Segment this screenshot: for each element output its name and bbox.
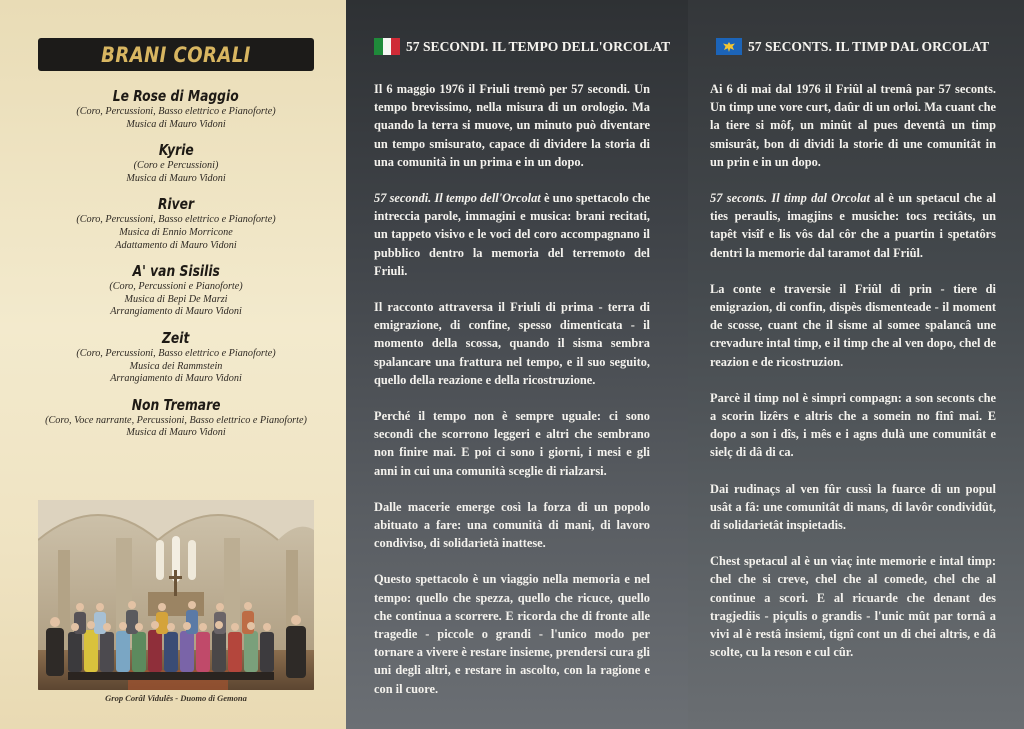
friulian-paragraph: La conte e traversie il Friûl di prin - tiere di emigrazion, di confin, dispès dismenteade - il moment de scosse, cuant che il sisme al somee spalancâ une crevadure intal timp, e il timp che al ven dopo, chel de reazion e de ricostruzion. xyxy=(710,281,996,369)
song-item xyxy=(30,328,322,386)
song-title: Zeit xyxy=(162,328,190,347)
song-title: River xyxy=(157,195,195,214)
italian-paragraph-rest: è uno spettacolo che intreccia parole, immagini e musica: brani recitati, un tappeto visivo e le voci del coro accompagnano il pubblico dentro la memoria del terremoto del Friuli. xyxy=(374,191,650,278)
song-credit: Musica di Mauro Vidoni xyxy=(126,172,226,184)
song-instruments: (Coro, Percussioni, Basso elettrico e Pianoforte) xyxy=(76,347,276,359)
song-item xyxy=(30,194,322,252)
song-instruments: (Coro e Percussioni) xyxy=(133,160,219,172)
eagle-icon xyxy=(722,41,736,53)
song-list xyxy=(30,86,322,449)
photo-caption: Grop Corâl Vidulês - Duomo di Gemona xyxy=(105,693,247,703)
friulian-paragraph: Chest spetacul al è un viaç inte memorie e intal timp: chel che si creve, chel che al comede, chel che al continue a scori. E al ricuarde che denant des tragjediis - piçulis o grandis - l'unic mût par tornâ a vivi al è restâ insiemi, tignî cont un di chei altris, e dâ scolte, cu la reson e cul cûr. xyxy=(710,554,996,660)
song-credit: Musica dei Rammstein xyxy=(129,360,223,372)
banner-title: BRANI CORALI xyxy=(101,42,251,67)
song-credit: Musica di Bepi De Marzi xyxy=(124,293,228,305)
song-instruments: (Coro, Percussioni, Basso elettrico e Pianoforte) xyxy=(76,106,276,117)
italian-body xyxy=(374,80,650,716)
song-title: A' van Sisilis xyxy=(132,262,220,281)
left-panel xyxy=(0,0,346,729)
italian-heading xyxy=(374,38,670,55)
song-item xyxy=(30,140,322,185)
friulian-heading xyxy=(716,38,989,55)
italian-paragraph xyxy=(374,189,650,280)
friulian-flag-icon xyxy=(716,38,742,55)
italian-text-panel xyxy=(346,0,688,729)
italian-paragraph: Il 6 maggio 1976 il Friuli tremò per 57 secondi. Un tempo brevissimo, nella misura di un orologio. Ma quando la terra si muove, un minuto può diventare un tempo smisurato, capace di dividere la storia di una comunità in un prima e in un dopo. xyxy=(374,82,650,169)
friulian-body xyxy=(710,80,996,679)
italian-flag-icon xyxy=(374,38,400,55)
song-item xyxy=(30,261,322,319)
song-instruments: (Coro, Voce narrante, Percussioni, Basso elettrico e Pianoforte) xyxy=(45,414,307,426)
italian-paragraph: Questo spettacolo è un viaggio nella memoria e nel tempo: quello che spezza, quello che ricuce, quello che continua a scorrere. E ricorda che di fronte alle tragedie - piccole o grandi - l'unico modo per tornare a vivere è restare insieme, prendersi cura gli uni degli altri, e restare in ascolto, con la ragione e con il cuore. xyxy=(374,572,650,696)
friulian-show-title: 57 seconts. Il timp dal Orcolat xyxy=(710,191,870,206)
song-title: Kyrie xyxy=(158,141,194,160)
italian-paragraph: Perché il tempo non è sempre uguale: ci sono secondi che scorrono leggeri e altri che sembrano non finire mai. E poi ci sono i giorni, i mesi e gli anni in cui una comunità sceglie di rialzarsi. xyxy=(374,409,650,478)
friulian-paragraph: Parcè il timp nol è simpri compagn: a son seconts che a scorin lizêrs e altris che a somein no finî mai. E dopo a son i dîs, i mês e i agns dulà une comunitât e sielç di dâ di ca. xyxy=(710,390,996,460)
italian-paragraph: Il racconto attraversa il Friuli di prima - terra di emigrazione, di confine, spesso dimenticata - il momento della scossa, quando il sisma sembra spalancare una frattura nel tempo, e il suo seguito, quello della reazione e della ricostruzione. xyxy=(374,300,650,387)
song-item xyxy=(30,395,322,440)
friulian-title: 57 SECONTS. IL TIMP DAL ORCOLAT xyxy=(748,38,990,54)
song-credit: Musica di Mauro Vidoni xyxy=(126,427,226,439)
italian-show-title: 57 secondi. Il tempo dell'Orcolat xyxy=(374,191,541,206)
song-title: Non Tremare xyxy=(131,395,221,414)
song-instruments: (Coro, Percussioni, Basso elettrico e Pianoforte) xyxy=(76,214,276,226)
friulian-paragraph-rest: al è un spetacul che al ties peraulis, imagjins e musiche: tocs recitâts, un tapêt visîf e lis vôs dal côr che a puartin i spetatôrs dentri la memorie dal taramot dal Friûl. xyxy=(710,191,997,260)
friulian-paragraph: Ai 6 di mai dal 1976 il Friûl al tremâ par 57 seconts. Un timp une vore curt, daûr di un orloi. Ma cuant che la tiere si môf, un minût al pues deventâ un timp smisurât, bon di dividi la storie di une comunitât in un prin e in un dopo. xyxy=(710,82,996,169)
song-credit: Musica di Ennio Morricone xyxy=(119,226,233,238)
song-instruments: (Coro, Percussioni e Pianoforte) xyxy=(109,281,243,293)
friulian-paragraph: Dai rudinaçs al ven fûr cussì la fuarce di un popul usât a fâ: une comunitât di mans, di lavôr condividût, di solidarietât inspietadis. xyxy=(710,481,996,533)
italian-paragraph: Dalle macerie emerge così la forza di un popolo abituato a fare: una comunità di mani, di lavoro condiviso, di solidarietà inattese. xyxy=(374,499,650,551)
song-arrangement: Adattamento di Mauro Vidoni xyxy=(115,239,237,251)
song-title: Le Rose di Maggio xyxy=(113,87,239,105)
friulian-text-panel xyxy=(688,0,1024,729)
song-arrangement: Arrangiamento di Mauro Vidoni xyxy=(110,306,242,318)
italian-title: 57 SECONDI. IL TEMPO DELL'ORCOLAT xyxy=(406,38,671,54)
friulian-paragraph xyxy=(710,189,996,262)
song-credit: Musica di Mauro Vidoni xyxy=(126,118,226,130)
brani-corali-banner xyxy=(38,38,314,71)
song-item xyxy=(30,86,322,131)
choir-photo xyxy=(38,500,314,690)
church-choir-illustration xyxy=(38,500,314,690)
song-arrangement: Arrangiamento di Mauro Vidoni xyxy=(110,373,242,385)
